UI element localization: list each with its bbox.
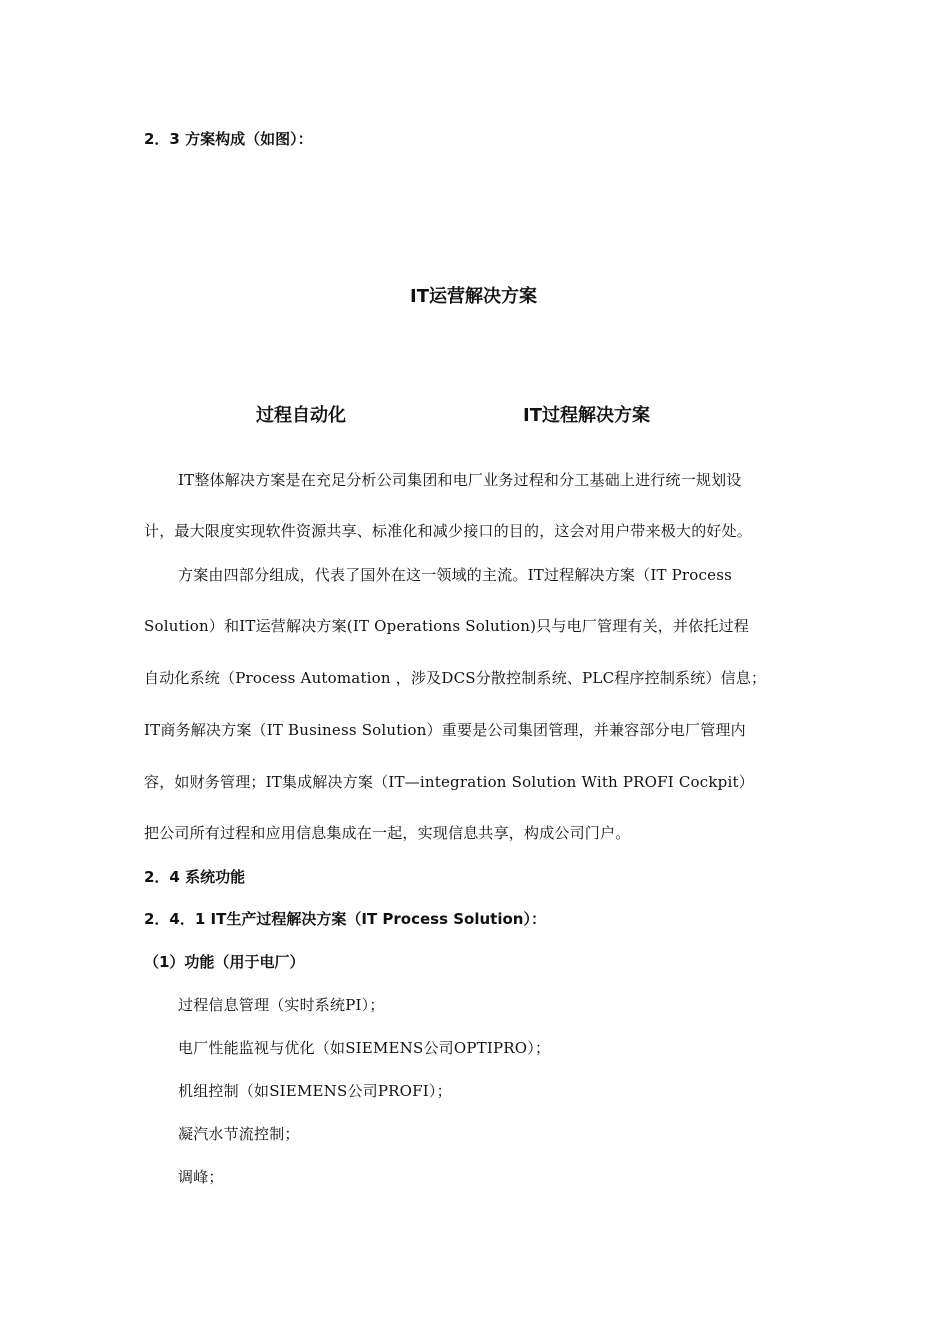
list-item: 机组控制（如SIEMENS公司PROFI）； xyxy=(178,1082,452,1100)
paragraph-line: IT整体解决方案是在充足分析公司集团和电厂业务过程和分工基础上进行统一规划设 xyxy=(178,471,742,489)
diagram-label-process-automation: 过程自动化 xyxy=(256,405,346,426)
list-item: 凝汽水节流控制； xyxy=(178,1125,300,1143)
list-item: 过程信息管理（实时系统PI）； xyxy=(178,996,385,1014)
diagram-label-it-process: IT过程解决方案 xyxy=(523,405,650,426)
sub-heading-functions: （1）功能（用于电厂） xyxy=(144,953,305,971)
paragraph-line: IT商务解决方案（IT Business Solution）重要是公司集团管理，并兼容部分电厂管理内 xyxy=(144,721,746,739)
paragraph-line: 把公司所有过程和应用信息集成在一起，实现信息共享，构成公司门户。 xyxy=(144,824,631,842)
diagram-label-it-operations: IT运营解决方案 xyxy=(410,286,537,307)
paragraph-line: 方案由四部分组成，代表了国外在这一领域的主流。IT过程解决方案（IT Process xyxy=(178,566,732,584)
list-item: 调峰； xyxy=(178,1168,224,1186)
section-heading-2-4-1: 2．4．1 IT生产过程解决方案（IT Process Solution）： xyxy=(144,910,546,928)
paragraph-line: 容，如财务管理；IT集成解决方案（IT—integration Solution With PROFI Cockpit） xyxy=(144,773,754,791)
paragraph-line: 计，最大限度实现软件资源共享、标准化和减少接口的目的，这会对用户带来极大的好处。 xyxy=(144,522,753,540)
paragraph-line: Solution）和IT运营解决方案(IT Operations Solution)只与电厂管理有关，并依托过程 xyxy=(144,617,749,635)
list-item: 电厂性能监视与优化（如SIEMENS公司OPTIPRO）； xyxy=(178,1039,551,1057)
section-heading-2-4: 2．4 系统功能 xyxy=(144,868,246,886)
section-heading-2-3: 2．3 方案构成（如图）： xyxy=(144,130,313,148)
paragraph-line: 自动化系统（Process Automation ，涉及DCS分散控制系统、PLC程序控制系统）信息； xyxy=(144,669,767,687)
